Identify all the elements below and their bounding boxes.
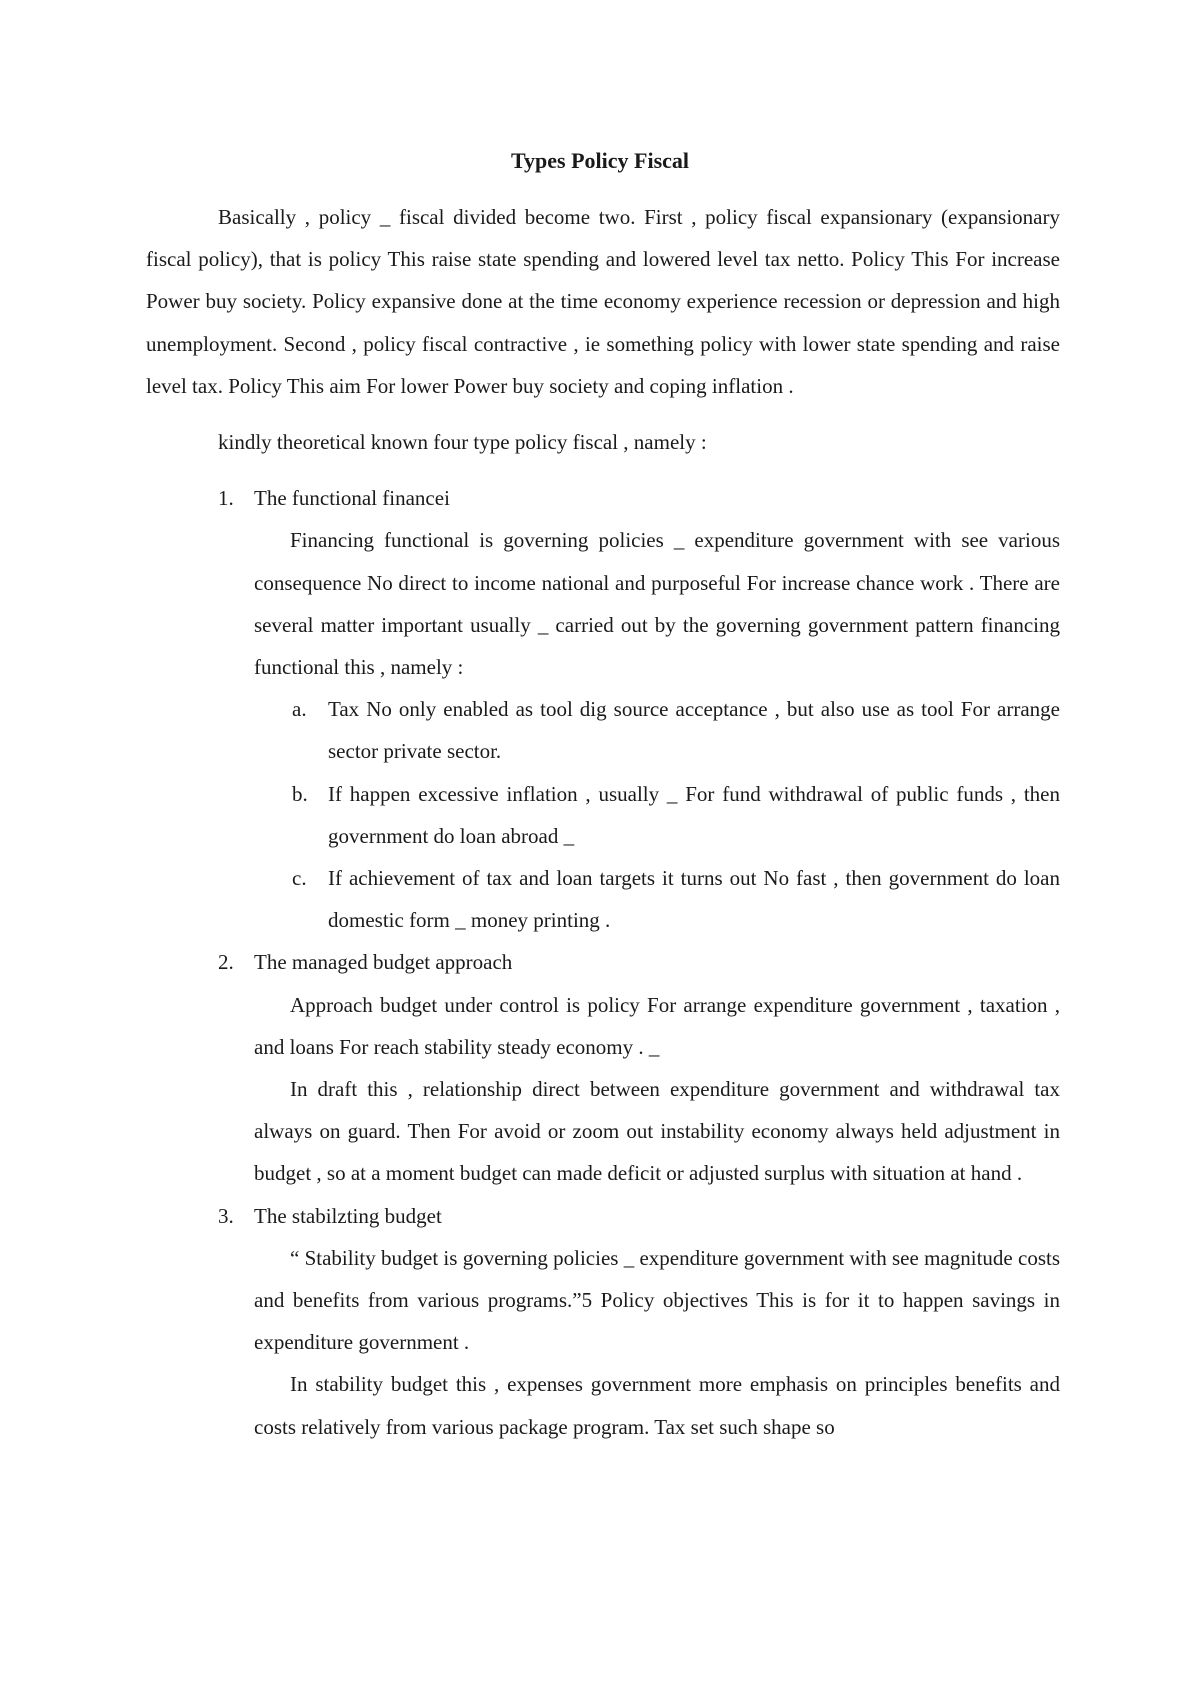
list-item-heading-row [146,477,1060,519]
list-item-heading-row [146,941,1060,983]
sub-list-item-text: Tax No only enabled as tool dig source acceptance , but also use as tool For arrange sector private sector. [328,697,1060,764]
list-item-number: 3. [218,1203,234,1228]
sub-list-item [146,688,1060,772]
document-title: Types Policy Fiscal [510,148,690,173]
list-item [146,1195,1060,1448]
list-item-heading: The functional financei [254,486,450,511]
sub-list-item [146,857,1060,941]
sub-list-item-letter: a. [292,697,307,722]
list-item-number: 1. [218,486,234,511]
intro-paragraph: Basically , policy _ fiscal divided become two. First , policy fiscal expansionary (expansionary fiscal policy), that is policy This raise state spending and lowered level tax netto. Policy This For increase Power buy society. Policy expansive done at the time economy experience recession or depression and high unemployment. Second , policy fiscal contractive , ie something policy with lower state spending and raise level tax. Policy This aim For lower Power buy society and coping inflation . [146,205,1060,398]
sub-list-item-text: If happen excessive inflation , usually _ For fund withdrawal of public funds , then government do loan abroad _ [328,781,1060,848]
list-item-paragraph: In stability budget this , expenses government more emphasis on principles benefits and costs relatively from various package program. Tax set such shape so [254,1372,1060,1439]
document-body [146,196,1060,1448]
list-item-heading: The stabilzting budget [254,1203,442,1228]
list-item-heading-row [146,1195,1060,1237]
list-item-body [146,984,1060,1195]
list-item [146,941,1060,1194]
list-item-heading: The managed budget approach [254,950,513,975]
list-item-paragraph: Financing functional is governing policies _ expenditure government with see various consequence No direct to income national and purposeful For increase chance work . There are several matter important usually _ carried out by the governing government pattern financing functional this , namely : [254,528,1060,680]
sub-list-item [146,773,1060,857]
list-item-number: 2. [218,950,234,975]
list-item [146,477,1060,941]
sub-list-item-letter: c. [292,866,307,891]
list-item-body [146,519,1060,688]
list-item-paragraph: “ Stability budget is governing policies _ expenditure government with see magnitude costs and benefits from various programs.”5 Policy objectives This is for it to happen savings in expenditure government . [254,1245,1060,1355]
kindly-paragraph: kindly theoretical known four type policy fiscal , namely : [218,430,707,455]
sub-list-item-letter: b. [292,781,308,806]
list-item-body [146,1237,1060,1448]
sub-list-item-text: If achievement of tax and loan targets it turns out No fast , then government do loan domestic form _ money printing . [328,866,1060,933]
list-item-paragraph: Approach budget under control is policy For arrange expenditure government , taxation , and loans For reach stability steady economy . _ [254,992,1060,1059]
list-item-paragraph: In draft this , relationship direct between expenditure government and withdrawal tax always on guard. Then For avoid or zoom out instability economy always held adjustment in budget , so at a moment budget can made deficit or adjusted surplus with situation at hand . [254,1077,1060,1186]
